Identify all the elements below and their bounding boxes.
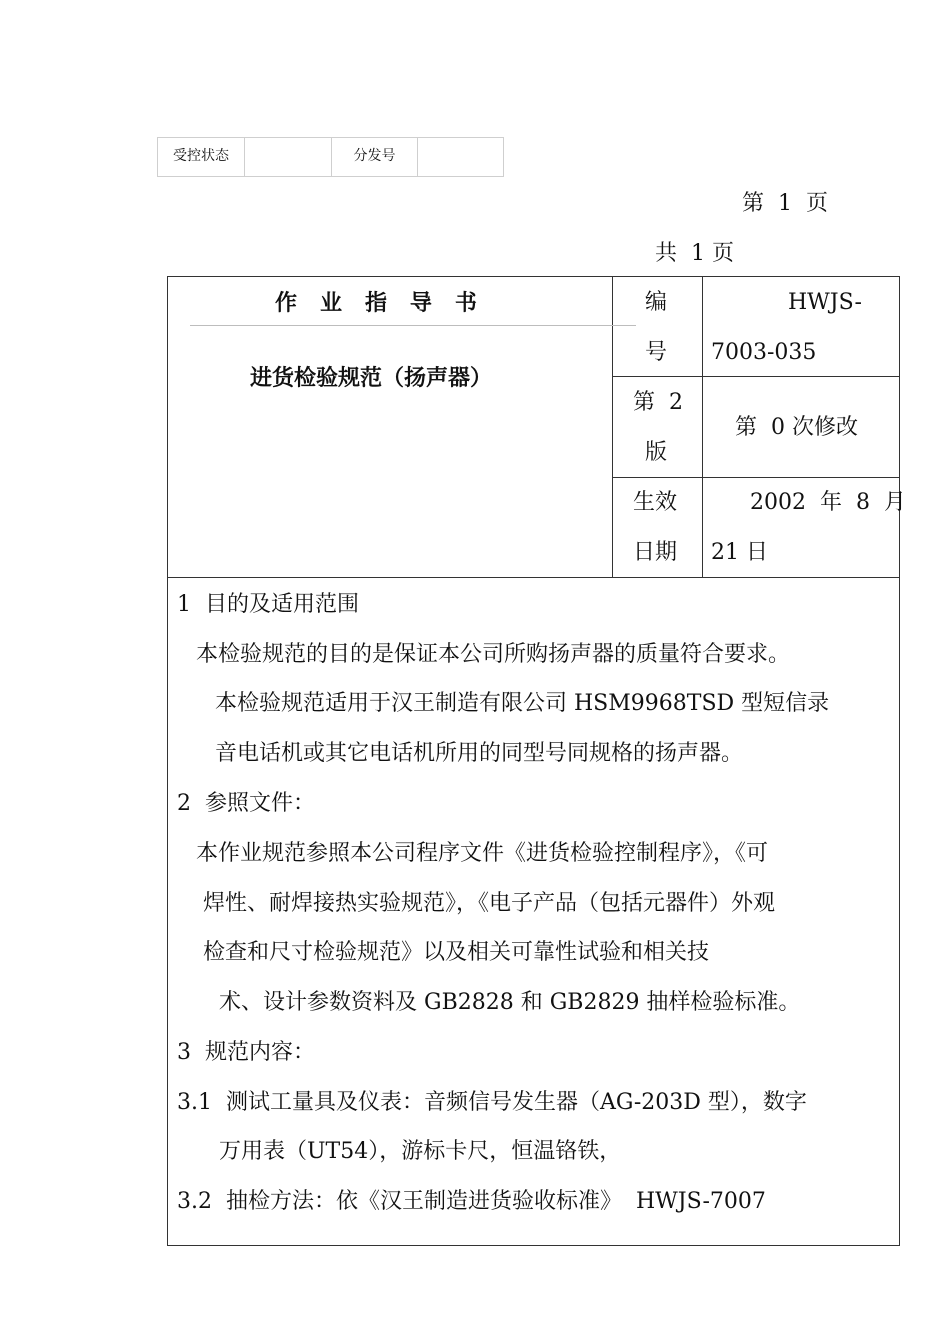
distribution-number-value <box>418 138 504 177</box>
body-paragraph-line: 本作业规范参照本公司程序文件《进货检验控制程序》，《可 <box>196 841 769 866</box>
body-paragraph-line: 术、设计参数资料及 GB2828 和 GB2829 抽样检验标准。 <box>219 990 801 1015</box>
section-heading: 1 目的及适用范围 <box>177 592 359 617</box>
body-paragraph-line: 检查和尺寸检验规范》以及相关可靠性试验和相关技 <box>203 940 710 965</box>
control-status-table <box>157 137 504 177</box>
effective-date-value-line-1: 2002 年 8 月 <box>750 490 906 515</box>
version-label-line-1: 第 2 <box>633 390 683 415</box>
header-divider-vertical <box>612 277 613 577</box>
effective-date-label-line-1: 生效 <box>633 490 678 515</box>
document-frame <box>167 276 906 1246</box>
header-row-divider-2 <box>612 477 900 478</box>
control-status-label: 受控状态 <box>158 138 245 177</box>
revision-value: 第 0 次修改 <box>735 415 858 440</box>
total-pages: 共 1 页 <box>655 241 734 266</box>
section-heading: 2 参照文件： <box>177 791 315 816</box>
effective-date-value-line-2: 21 日 <box>711 540 768 565</box>
number-label-line-1: 编 <box>645 290 668 315</box>
section-heading: 3 规范内容： <box>177 1040 315 1065</box>
subsection-line: 3.2 抽检方法：依《汉王制造进货验收标准》 HWJS-7007 <box>177 1189 766 1214</box>
header-row-divider <box>612 376 900 377</box>
subsection-line: 万用表（UT54），游标卡尺，恒温铬铁， <box>219 1139 622 1164</box>
document-title: 进货检验规范（扬声器） <box>250 365 493 391</box>
version-label-line-2: 版 <box>645 440 668 465</box>
body-paragraph-line: 本检验规范的目的是保证本公司所购扬声器的质量符合要求。 <box>196 642 791 667</box>
body-paragraph-line: 本检验规范适用于汉王制造有限公司 HSM9968TSD 型短信录 <box>215 691 830 716</box>
document-type-title: 作 业 指 导 书 <box>275 290 477 316</box>
header-divider-vertical-2 <box>702 277 703 577</box>
body-paragraph-line: 音电话机或其它电话机所用的同型号同规格的扬声器。 <box>215 741 744 766</box>
subsection-line: 3.1 测试工量具及仪表：音频信号发生器（AG-203D 型），数字 <box>177 1090 807 1115</box>
number-value-line-1: HWJS- <box>788 290 862 315</box>
number-value-line-2: 7003-035 <box>711 340 817 365</box>
distribution-number-label: 分发号 <box>332 138 418 177</box>
effective-date-label-line-2: 日期 <box>633 540 678 565</box>
current-page-number: 第 1 页 <box>742 191 828 216</box>
title-underline <box>190 325 636 326</box>
control-status-value <box>245 138 332 177</box>
number-label-line-2: 号 <box>645 340 668 365</box>
body-paragraph-line: 焊性、耐焊接热实验规范》，《电子产品（包括元器件）外观 <box>203 891 776 916</box>
header-bottom-divider <box>168 577 899 578</box>
